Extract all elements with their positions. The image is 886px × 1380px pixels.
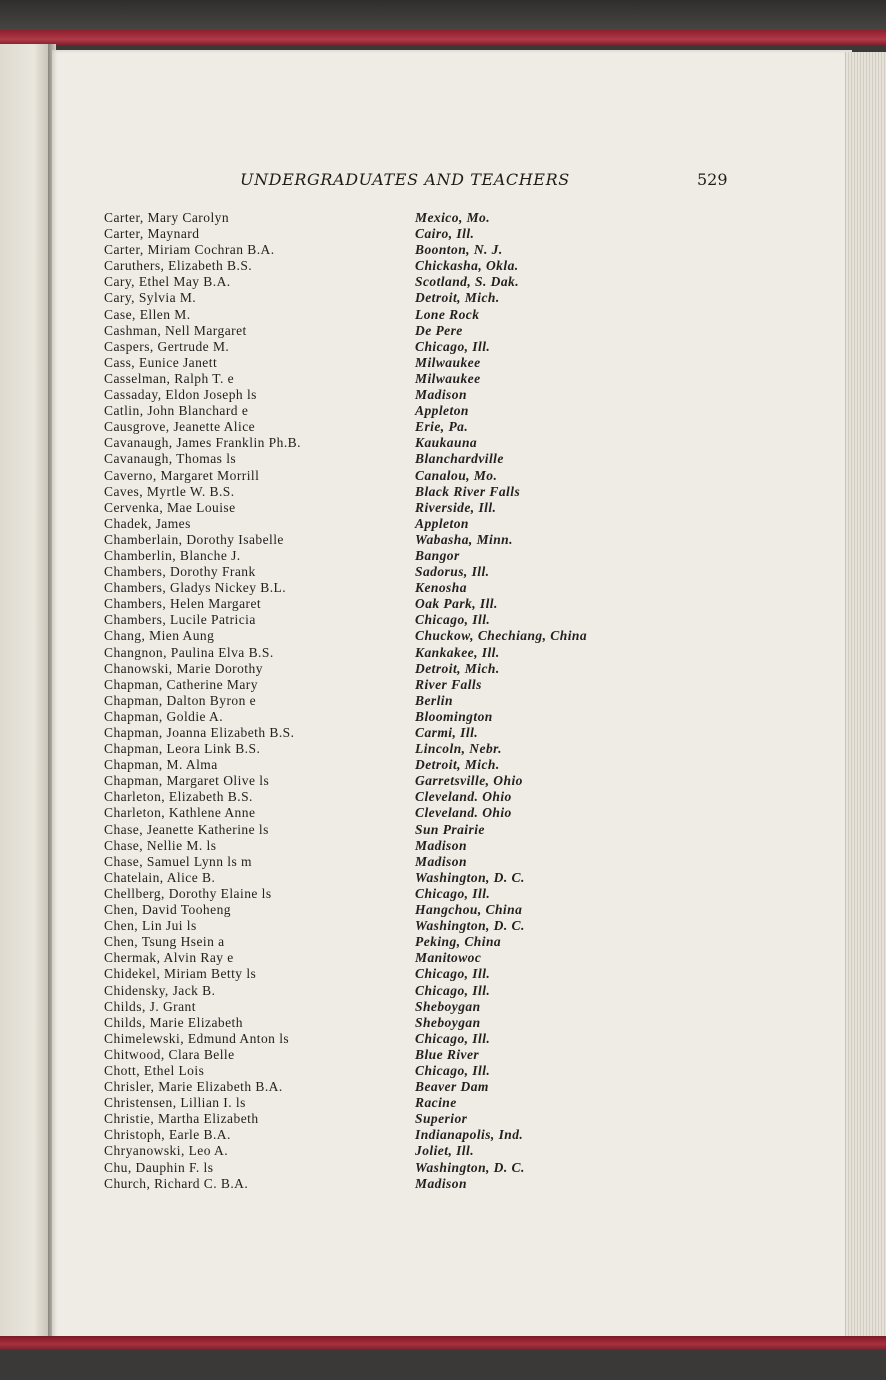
entry-name: Chase, Jeanette Katherine ls: [104, 821, 269, 837]
list-item: [104, 596, 824, 612]
entry-name: Chambers, Lucile Patricia: [104, 612, 256, 628]
entry-name: Carter, Miriam Cochran B.A.: [104, 242, 275, 258]
entry-name: Chott, Ethel Lois: [104, 1062, 205, 1078]
entry-place: Detroit, Mich.: [415, 757, 500, 773]
list-item: [104, 226, 824, 242]
entry-place: Madison: [415, 387, 467, 403]
entry-place: De Pere: [415, 322, 463, 338]
entry-name: Chapman, Goldie A.: [104, 708, 224, 724]
entry-place: Hangchou, China: [415, 902, 523, 918]
entry-name: Chidensky, Jack B.: [104, 982, 216, 998]
entry-place: Chicago, Ill.: [415, 612, 491, 628]
list-item: [104, 983, 824, 999]
entry-name: Charleton, Kathlene Anne: [104, 805, 256, 821]
entry-name: Chapman, Margaret Olive ls: [104, 773, 270, 789]
entry-place: Blue River: [415, 1046, 480, 1062]
list-item: [104, 693, 824, 709]
entry-name: Caverno, Margaret Morrill: [104, 467, 260, 483]
entry-name: Chermak, Alvin Ray e: [104, 950, 234, 966]
entry-place: Berlin: [415, 692, 453, 708]
entry-place: River Falls: [415, 676, 482, 692]
page-stack-edges: [845, 52, 886, 1340]
entry-place: Joliet, Ill.: [415, 1143, 475, 1159]
list-item: [104, 484, 824, 500]
entry-name: Chimelewski, Edmund Anton ls: [104, 1030, 290, 1046]
entry-name: Carter, Mary Carolyn: [104, 210, 230, 225]
entry-name: Chen, Lin Jui ls: [104, 918, 197, 934]
list-item: [104, 451, 824, 467]
entry-name: Church, Richard C. B.A.: [104, 1175, 249, 1191]
scan-top-background: [0, 0, 886, 34]
list-item: [104, 387, 824, 403]
entry-place: Carmi, Ill.: [415, 725, 479, 740]
entry-place: Chickasha, Okla.: [415, 258, 519, 274]
entry-place: Superior: [415, 1111, 468, 1127]
list-item: [104, 435, 824, 451]
list-item: [104, 500, 824, 516]
entry-place: Erie, Pa.: [415, 419, 469, 435]
entry-name: Chamberlin, Blanche J.: [104, 547, 241, 563]
entry-place: Canalou, Mo.: [415, 467, 498, 483]
entry-place: Madison: [415, 853, 467, 869]
entry-place: Chicago, Ill.: [415, 966, 491, 982]
entry-place: Sheboygan: [415, 1014, 481, 1030]
list-item: [104, 854, 824, 870]
entry-place: Cairo, Ill.: [415, 226, 475, 242]
entry-place: Washington, D. C.: [415, 869, 525, 885]
scan-bottom-background: [0, 1350, 886, 1380]
list-item: [104, 371, 824, 387]
entry-place: Boonton, N. J.: [415, 242, 503, 258]
entry-place: Cleveland. Ohio: [415, 805, 512, 821]
list-item: [104, 1143, 824, 1159]
entry-name: Chambers, Dorothy Frank: [104, 564, 256, 580]
list-item: [104, 773, 824, 789]
entry-name: Cassaday, Eldon Joseph ls: [104, 387, 257, 403]
entry-place: Indianapolis, Ind.: [415, 1127, 524, 1143]
entry-name: Charleton, Elizabeth B.S.: [104, 789, 253, 805]
entry-name: Caves, Myrtle W. B.S.: [104, 483, 235, 499]
entry-place: Kaukauna: [415, 435, 478, 451]
page-header: [0, 170, 886, 194]
entry-name: Carter, Maynard: [104, 226, 200, 242]
entry-place: Milwaukee: [415, 370, 481, 386]
list-item: [104, 339, 824, 355]
list-item: [104, 757, 824, 773]
entry-place: Sun Prairie: [415, 821, 485, 837]
list-item: [104, 934, 824, 950]
list-item: [104, 950, 824, 966]
list-item: [104, 1031, 824, 1047]
entry-place: Bangor: [415, 547, 460, 563]
entry-name: Chapman, Catherine Mary: [104, 676, 258, 692]
list-item: [104, 918, 824, 934]
list-item: [104, 1127, 824, 1143]
entry-place: Appleton: [415, 403, 469, 419]
entry-place: Milwaukee: [415, 354, 481, 370]
list-item: [104, 1063, 824, 1079]
entry-name: Chatelain, Alice B.: [104, 869, 216, 885]
list-item: [104, 355, 824, 371]
list-item: [104, 1111, 824, 1127]
entry-place: Racine: [415, 1095, 457, 1111]
running-title: UNDERGRADUATES AND TEACHERS: [240, 170, 570, 189]
entry-name: Chambers, Helen Margaret: [104, 596, 262, 612]
list-item: [104, 725, 824, 741]
list-item: [104, 999, 824, 1015]
entry-place: Manitowoc: [415, 950, 482, 966]
entry-name: Casselman, Ralph T. e: [104, 370, 235, 386]
entry-name: Chanowski, Marie Dorothy: [104, 660, 263, 676]
entry-name: Chrisler, Marie Elizabeth B.A.: [104, 1079, 283, 1095]
entry-place: Oak Park, Ill.: [415, 596, 498, 612]
entry-place: Chuckow, Chechiang, China: [415, 628, 588, 644]
entry-name: Changnon, Paulina Elva B.S.: [104, 644, 274, 660]
entry-name: Case, Ellen M.: [104, 306, 191, 322]
entry-name: Chapman, Joanna Elizabeth B.S.: [104, 725, 295, 740]
list-item: [104, 403, 824, 419]
entry-place: Riverside, Ill.: [415, 499, 497, 515]
entry-place: Washington, D. C.: [415, 1159, 525, 1175]
entry-place: Washington, D. C.: [415, 918, 525, 934]
entry-place: Madison: [415, 837, 467, 853]
entry-name: Chen, Tsung Hsein a: [104, 934, 225, 950]
list-item: [104, 468, 824, 484]
entry-name: Childs, Marie Elizabeth: [104, 1014, 243, 1030]
entry-place: Chicago, Ill.: [415, 982, 491, 998]
entry-place: Peking, China: [415, 934, 502, 950]
list-item: [104, 645, 824, 661]
left-page-edge: [0, 44, 48, 1340]
entry-name: Caspers, Gertrude M.: [104, 338, 230, 354]
entry-place: Detroit, Mich.: [415, 290, 500, 306]
entry-name: Chamberlain, Dorothy Isabelle: [104, 531, 284, 547]
entry-place: Black River Falls: [415, 483, 521, 499]
entry-place: Blanchardville: [415, 451, 504, 467]
list-item: [104, 677, 824, 693]
entry-place: Mexico, Mo.: [415, 210, 491, 225]
book-binding-top: [0, 30, 886, 46]
entry-name: Catlin, John Blanchard e: [104, 403, 249, 419]
list-item: [104, 805, 824, 821]
entry-place: Sheboygan: [415, 998, 481, 1014]
entry-name: Chellberg, Dorothy Elaine ls: [104, 885, 272, 901]
list-item: [104, 548, 824, 564]
entry-name: Chase, Samuel Lynn ls m: [104, 853, 252, 869]
list-item: [104, 628, 824, 644]
list-item: [104, 1079, 824, 1095]
entry-name: Cary, Sylvia M.: [104, 290, 197, 306]
entry-place: Lone Rock: [415, 306, 480, 322]
list-item: [104, 1095, 824, 1111]
list-item: [104, 966, 824, 982]
entry-place: Detroit, Mich.: [415, 660, 500, 676]
entry-place: Madison: [415, 1175, 467, 1191]
entry-place: Chicago, Ill.: [415, 338, 491, 354]
list-item: [104, 838, 824, 854]
entry-name: Childs, J. Grant: [104, 998, 196, 1014]
entry-name: Chang, Mien Aung: [104, 628, 215, 644]
entry-name: Chen, David Tooheng: [104, 902, 231, 918]
entry-place: Wabasha, Minn.: [415, 531, 513, 547]
entry-place: Bloomington: [415, 708, 493, 724]
list-item: [104, 516, 824, 532]
entry-name: Chase, Nellie M. ls: [104, 837, 217, 853]
entry-name: Chapman, Dalton Byron e: [104, 692, 257, 708]
list-item: [104, 709, 824, 725]
entry-name: Chidekel, Miriam Betty ls: [104, 966, 257, 982]
list-item: [104, 419, 824, 435]
entry-name: Chapman, Leora Link B.S.: [104, 741, 261, 757]
list-item: [104, 1160, 824, 1176]
list-item: [104, 661, 824, 677]
list-item: [104, 902, 824, 918]
list-item: [104, 242, 824, 258]
list-item: [104, 564, 824, 580]
list-item: [104, 870, 824, 886]
entry-place: Kankakee, Ill.: [415, 644, 500, 660]
list-item: [104, 323, 824, 339]
entry-name: Caruthers, Elizabeth B.S.: [104, 258, 253, 274]
directory-list: [104, 210, 824, 1192]
entry-name: Chambers, Gladys Nickey B.L.: [104, 580, 287, 596]
entry-name: Causgrove, Jeanette Alice: [104, 419, 256, 435]
entry-name: Christoph, Earle B.A.: [104, 1127, 231, 1143]
entry-place: Lincoln, Nebr.: [415, 741, 502, 757]
list-item: [104, 290, 824, 306]
list-item: [104, 1015, 824, 1031]
entry-place: Sadorus, Ill.: [415, 564, 490, 580]
list-item: [104, 822, 824, 838]
entry-place: Chicago, Ill.: [415, 1030, 491, 1046]
entry-name: Christensen, Lillian I. ls: [104, 1095, 246, 1111]
entry-name: Chu, Dauphin F. ls: [104, 1159, 214, 1175]
entry-name: Cashman, Nell Margaret: [104, 322, 247, 338]
page-number: 529: [697, 170, 728, 189]
list-item: [104, 532, 824, 548]
entry-name: Christie, Martha Elizabeth: [104, 1111, 259, 1127]
entry-place: Chicago, Ill.: [415, 885, 491, 901]
entry-name: Cass, Eunice Janett: [104, 354, 218, 370]
entry-name: Cavanaugh, Thomas ls: [104, 451, 237, 467]
entry-name: Cavanaugh, James Franklin Ph.B.: [104, 435, 301, 451]
entry-name: Cary, Ethel May B.A.: [104, 274, 231, 290]
list-item: [104, 1176, 824, 1192]
list-item: [104, 210, 824, 226]
entry-place: Kenosha: [415, 580, 467, 596]
list-item: [104, 274, 824, 290]
list-item: [104, 741, 824, 757]
list-item: [104, 886, 824, 902]
list-item: [104, 789, 824, 805]
entry-place: Scotland, S. Dak.: [415, 274, 520, 290]
list-item: [104, 307, 824, 323]
entry-name: Chapman, M. Alma: [104, 757, 218, 773]
entry-place: Appleton: [415, 515, 469, 531]
list-item: [104, 258, 824, 274]
entry-place: Beaver Dam: [415, 1079, 489, 1095]
entry-name: Chitwood, Clara Belle: [104, 1046, 235, 1062]
entry-place: Cleveland. Ohio: [415, 789, 512, 805]
list-item: [104, 1047, 824, 1063]
list-item: [104, 580, 824, 596]
entry-place: Garretsville, Ohio: [415, 773, 523, 789]
entry-place: Chicago, Ill.: [415, 1062, 491, 1078]
list-item: [104, 612, 824, 628]
entry-name: Cervenka, Mae Louise: [104, 499, 236, 515]
entry-name: Chryanowski, Leo A.: [104, 1143, 229, 1159]
entry-name: Chadek, James: [104, 515, 191, 531]
